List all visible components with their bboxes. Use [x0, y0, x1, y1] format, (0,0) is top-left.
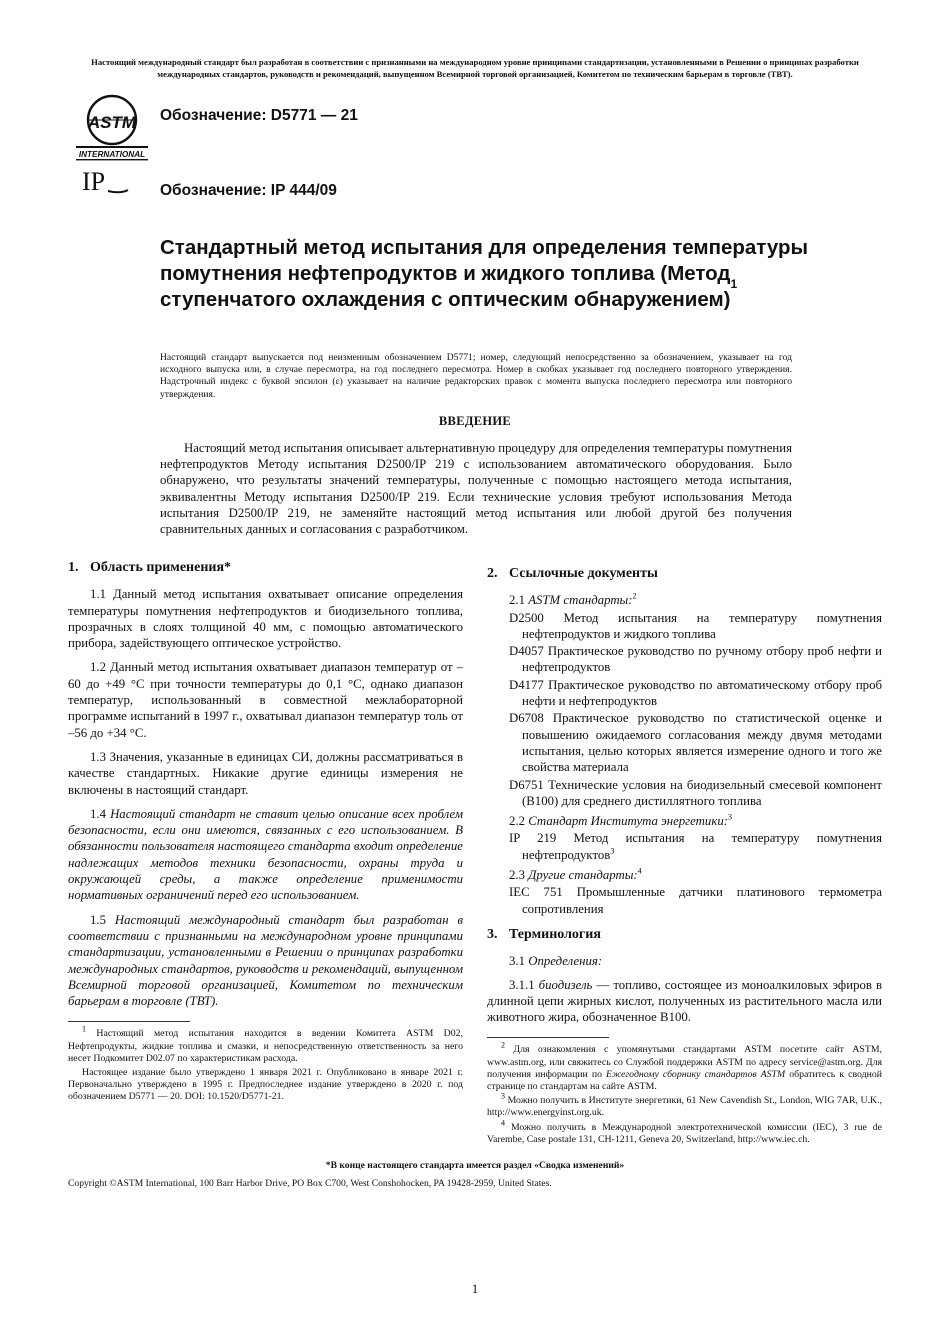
right-column	[487, 566, 882, 1148]
designation-ip: Обозначение: IP 444/09	[160, 182, 337, 199]
summary-of-changes-note: *В конце настоящего стандарта имеется раздел «Сводка изменений»	[325, 1160, 625, 1171]
ref-d6708: D6708 Практическое руководство по статистической оценке и повышению ожидаемого согласования между двумя методами испытания, целью которых является измерение одного и того же свойства материала	[509, 711, 882, 775]
left-column	[68, 560, 463, 1106]
ref-d2500: D2500 Метод испытания на температуру помутнения нефтепродуктов и жидкого топлива	[509, 610, 882, 641]
para-1-1: 1.1 Данный метод испытания охватывает описание определения температуры помутнения нефтепродуктов и биодизельного топлива, прозрачных в слоях толщиной 40 мм, с помощью автоматического прибора, задействующего оптическое устройство.	[68, 587, 463, 651]
astm-logo-subtext: INTERNATIONAL	[78, 150, 146, 159]
ref-iec751: IEC 751 Промышленные датчики платинового термометра сопротивления	[509, 885, 882, 916]
footnote-2: $^2$ Для ознакомления с упомянутыми стандартами ASTM посетите сайт ASTM, www.astm.org, или свяжитесь со Службой поддержки ASTM по адресу service@astm.org. Для получения информации по Ежегодному сборнику стандартов ASTM обратитесь к сводной странице по стандартам на сайте ASTM.	[487, 1041, 883, 1093]
section-1-heading: 1. Область применения*	[68, 560, 232, 575]
top-note: Настоящий международный стандарт был разработан в соответствии с признанными на международном уровне принципами стандартизации, установленными в Решении о принципах разработки международных стандартов, руководств и рекомендаций, выпущенном Всемирной торговой организацией, Комитетом по техническим барьерам в торговле (ТВТ).	[91, 57, 859, 79]
ref-d4057: D4057 Практическое руководство по ручному отбору проб нефти и нефтепродуктов	[509, 644, 882, 675]
para-1-4: 1.4 Настоящий стандарт не ставит целью описание всех проблем безопасности, если они имеются, связанных с его использованием. В обязанности пользователя настоящего стандарта входит определение надлежащих методов техники безопасности, охраны труда и окружающей среды, а также определение применимости нормативных ограничений перед его использованием.	[68, 806, 463, 903]
section-2-heading: 2. Ссылочные документы	[487, 566, 658, 581]
footnote-3: $^3$ Можно получить в Институте энергетики, 61 New Cavendish St., London, WIG 7AR, U.K., http://www.energyinst.org.uk.	[487, 1091, 883, 1119]
page-number: 1	[471, 1281, 479, 1296]
ip-logo	[80, 168, 130, 198]
designation-astm: Обозначение: D5771 — 21	[160, 107, 358, 124]
para-1-2: 1.2 Данный метод испытания охватывает диапазон температур от –60 до +49 °С при точности температуры до 0,1 °С, однако диапазон температур, использованный в совместной межлабораторной программе испытаний в 1997 г., охватывал диапазон температур толь от –56 до +34 °С.	[68, 660, 463, 740]
para-3-1-1: 3.1.1 биодизель — топливо, состоящее из моноалкиловых эфиров в длинной цепи жирных кислот, полученных из растительного масла или животного жира, обозначенное B100.	[487, 977, 883, 1025]
para-1-5: 1.5 Настоящий международный стандарт был разработан в соответствии с признанными на международном уровне принципами стандартизации, установленными в Решении о принципах разработки международных стандартов, руководств и рекомендаций, выпущенном Всемирной торговой организацией, Комитетом по техническим барьерам в торговле (ТВТ).	[68, 912, 463, 1009]
subsection-3-1: 3.1 Определения:	[509, 954, 603, 969]
footnote-1-edition: Настоящее издание было утверждено 1 января 2021 г. Опубликовано в январе 2021 г. Первоначально утверждено в 1995 г. Предпоследнее издание утверждено в 2020 г. под обозначением D5771 — 20. DOI: 10.1520/D5771-21.	[68, 1067, 463, 1103]
ref-d4177: D4177 Практическое руководство по автоматическому отбору проб нефти и нефтепродуктов	[509, 677, 882, 709]
astm-logo	[74, 92, 150, 162]
ref-d6751: D6751 Технические условия на биодизельный смесевой компонент (B100) для среднего дистиллятного топлива	[509, 777, 882, 808]
subsection-2-3: 2.3 Другие стандарты:$^4$	[509, 866, 642, 883]
title-text: Стандартный метод испытания для определения температуры помутнения нефтепродуктов и жидкого топлива (Метод ступенчатого охлаждения с оптическим обнаружением)	[160, 236, 809, 311]
issuance-note: Настоящий стандарт выпускается под неизменным обозначением D5771; номер, следующий непосредственно за обозначением, указывает на год исходного выпуска или, в случае пересмотра, на год последнего пересмотра. Номер в скобках указывает год последнего повторного утверждения. Надстрочный индекс с буквой эпсилон (ε) указывает на наличие редакторских правок с момента выпуска последнего пересмотра или повторного утверждения.	[160, 352, 792, 400]
ref-ip219: IP 219 Метод испытания на температуру помутнения нефтепродуктов$^3$	[509, 831, 882, 862]
subsection-2-2: 2.2 Стандарт Института энергетики:$^3$	[509, 812, 732, 829]
footnote-divider	[68, 1021, 190, 1022]
intro-text: Настоящий метод испытания описывает альтернативную процедуру для определения температуры помутнения нефтепродуктов Методу испытания D2500/IP 219 с использованием автоматического оборудования. Было обнаружено, что результаты значений температуры, полученные с помощью настоящего метода испытания, эквивалентны Методу испытания D2500/IP 219. Если технические условия требуют использования Метода испытания D2500/IP 219, не заменяйте настоящий метод испытания или любой другой без получения сравнительных данных и согласования с разработчиком.	[160, 441, 793, 537]
title-footnote-mark: 1	[730, 277, 738, 291]
intro-heading: ВВЕДЕНИЕ	[438, 414, 512, 428]
astm-logo-text: ASTM	[87, 113, 137, 132]
document-title	[160, 235, 840, 313]
ip-logo-text: IP	[82, 168, 106, 196]
footnote-1: $^1$ Настоящий метод испытания находится в ведении Комитета ASTM D02, Нефтепродукты, жидкие топлива и смазки, и непосредственную ответственность за него несет Подкомитет D02.07 по характеристикам расхода.	[68, 1025, 463, 1064]
subsection-2-1: 2.1 ASTM стандарты:$^2$	[509, 592, 637, 608]
copyright: Copyright ©ASTM International, 100 Barr Harbor Drive, PO Box C700, West Conshohocken, PA 19428-2959, United States.	[68, 1178, 552, 1189]
section-3-heading: 3. Терминология	[487, 926, 601, 942]
footnote-divider-right	[487, 1037, 609, 1038]
footnote-4: $^4$ Можно получить в Международной электротехнической комиссии (IEC), 3 rue de Varembe, Case postale 131, CH-1211, Geneva 20, Switzerland, http://www.iec.ch.	[487, 1118, 883, 1145]
para-1-3: 1.3 Значения, указанные в единицах СИ, должны рассматриваться в качестве стандартных. Никакие другие единицы измерения не включены в настоящий стандарт.	[68, 749, 463, 797]
